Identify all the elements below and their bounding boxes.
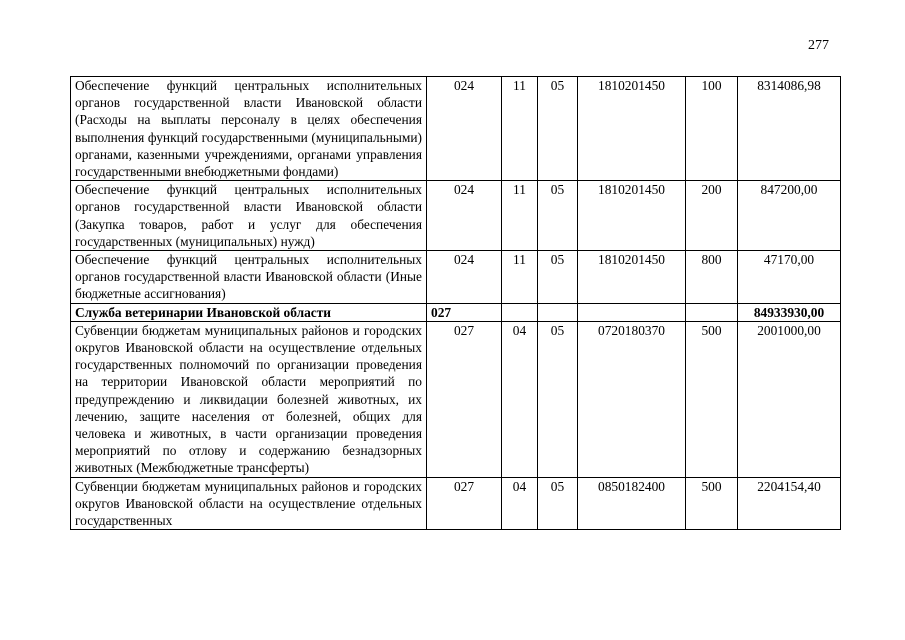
target-code: 1810201450 <box>578 181 686 251</box>
target-code <box>578 303 686 321</box>
target-code: 0850182400 <box>578 477 686 529</box>
table-row <box>71 321 841 477</box>
ministry-code: 024 <box>427 181 502 251</box>
ministry-code: 027 <box>427 321 502 477</box>
section-code: 04 <box>502 477 538 529</box>
table-row <box>71 477 841 529</box>
expense-type-code: 200 <box>686 181 738 251</box>
expense-type-code: 500 <box>686 321 738 477</box>
subsection-code: 05 <box>538 77 578 181</box>
table-row <box>71 77 841 181</box>
table-row <box>71 181 841 251</box>
section-code: 11 <box>502 181 538 251</box>
row-name <box>71 477 427 529</box>
section-code: 11 <box>502 77 538 181</box>
subsection-code: 05 <box>538 321 578 477</box>
subsection-code: 05 <box>538 181 578 251</box>
subsection-code: 05 <box>538 477 578 529</box>
amount: 847200,00 <box>738 181 841 251</box>
ministry-code: 027 <box>427 477 502 529</box>
amount: 84933930,00 <box>738 303 841 321</box>
expense-type-code: 500 <box>686 477 738 529</box>
ministry-code: 027 <box>427 303 502 321</box>
amount: 2204154,40 <box>738 477 841 529</box>
ministry-code: 024 <box>427 77 502 181</box>
page-number: 277 <box>808 38 829 53</box>
table-row-agency-total <box>71 303 841 321</box>
ministry-code: 024 <box>427 251 502 304</box>
section-code <box>502 303 538 321</box>
row-name-text: Субвенции бюджетам муниципальных районов и городских округов Ивановской области на осуществление отдельных государственных <box>75 478 422 529</box>
expense-type-code: 100 <box>686 77 738 181</box>
amount: 2001000,00 <box>738 321 841 477</box>
amount: 8314086,98 <box>738 77 841 181</box>
budget-table <box>70 76 841 530</box>
table-row <box>71 251 841 304</box>
target-code: 1810201450 <box>578 251 686 304</box>
section-code: 04 <box>502 321 538 477</box>
subsection-code <box>538 303 578 321</box>
row-name: Субвенции бюджетам муниципальных районов и городских округов Ивановской области на осуществление отдельных государственных полномочий по организации проведения на территории Ивановской области мероприятий по предупреждению и ликвидации болезней животных, их лечению, защите населения от болезней, общих для человека и животных, в части организации проведения мероприятий по отлову и содержанию безнадзорных животных (Межбюджетные трансферты) <box>71 321 427 477</box>
row-name: Обеспечение функций центральных исполнительных органов государственной власти Ивановской области (Иные бюджетные ассигнования) <box>71 251 427 304</box>
expense-type-code: 800 <box>686 251 738 304</box>
agency-name: Служба ветеринарии Ивановской области <box>71 303 427 321</box>
target-code: 1810201450 <box>578 77 686 181</box>
section-code: 11 <box>502 251 538 304</box>
subsection-code: 05 <box>538 251 578 304</box>
expense-type-code <box>686 303 738 321</box>
target-code: 0720180370 <box>578 321 686 477</box>
amount: 47170,00 <box>738 251 841 304</box>
row-name: Обеспечение функций центральных исполнительных органов государственной власти Ивановской области (Расходы на выплаты персоналу в целях обеспечения выполнения функций государственными (муниципальными) органами, казенными учреждениями, органами управления государственными внебюджетными фондами) <box>71 77 427 181</box>
row-name: Обеспечение функций центральных исполнительных органов государственной власти Ивановской области (Закупка товаров, работ и услуг для обеспечения государственных (муниципальных) нужд) <box>71 181 427 251</box>
